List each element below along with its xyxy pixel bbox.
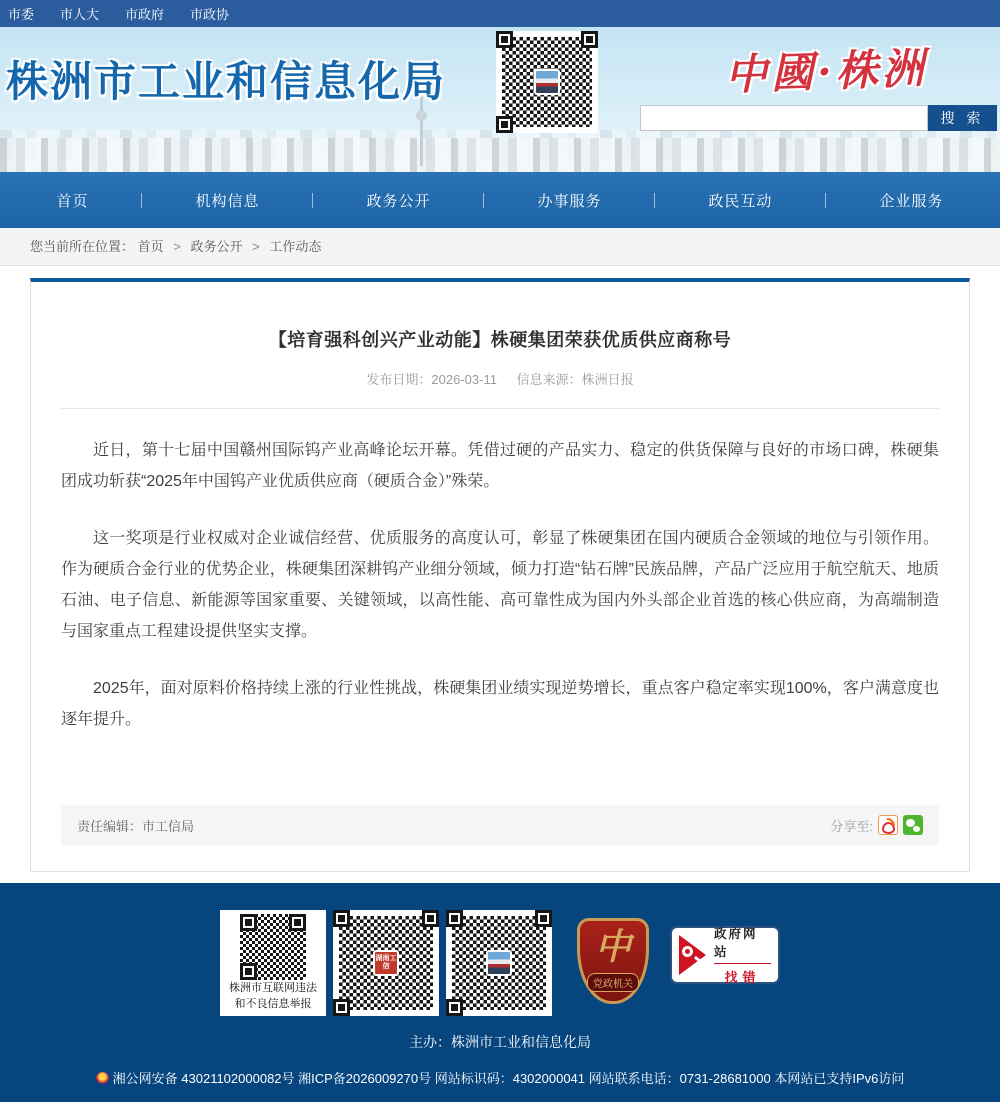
article-paragraph: 这一奖项是行业权威对企业诚信经营、优质服务的高度认可，彰显了株硬集团在国内硬质合金领域的地位与引领作用。作为硬质合金行业的优势企业，株硬集团深耕钨产业细分领域，倾力打造“钻石牌”民族品牌，产品广泛应用于航空航天、地质石油、电子信息、新能源等国家重要、关键领域，以高性能、高可靠性成为国内外头部企业首选的核心供应商，为高端制造与国家重点工程建设提供坚实支撑。 bbox=[61, 530, 939, 640]
breadcrumb: 您当前所在位置： 首页 > 政务公开 > 工作动态 bbox=[0, 228, 1000, 266]
breadcrumb-gov-affairs[interactable]: 政务公开 bbox=[190, 239, 243, 254]
magnifier-icon bbox=[679, 934, 707, 976]
footer-host-line: 主办：株洲市工业和信息化局 bbox=[409, 1034, 591, 1050]
china-zhuzhou-calligraphy: 中國·株洲 bbox=[724, 43, 929, 100]
report-qr-caption: 株洲市互联网违法 bbox=[229, 982, 317, 994]
nav-item-org-info[interactable]: 机构信息 bbox=[195, 192, 260, 210]
wechat-qr-code bbox=[496, 31, 598, 133]
nav-divider bbox=[483, 193, 484, 208]
nav-divider bbox=[654, 193, 655, 208]
nav-divider bbox=[141, 193, 142, 208]
article-paragraph: 2025年，面对原料价格持续上涨的行业性挑战，株硬集团业绩实现逆势增长，重点客户稳定率实现100%，客户满意度也逐年提升。 bbox=[61, 680, 939, 728]
toplink-renda[interactable]: 市人大 bbox=[60, 7, 100, 22]
nav-divider bbox=[825, 193, 826, 208]
wechat-share-icon[interactable] bbox=[903, 815, 923, 835]
train-logo bbox=[534, 69, 560, 95]
toplink-zhengfu[interactable]: 市政府 bbox=[125, 7, 165, 22]
train-logo bbox=[486, 950, 512, 976]
breadcrumb-label: 您当前所在位置： bbox=[30, 239, 135, 254]
nav-divider bbox=[312, 193, 313, 208]
nav-item-enterprise[interactable]: 企业服务 bbox=[879, 192, 944, 210]
report-qr-code bbox=[240, 914, 306, 980]
gov-site-error-report-logo[interactable] bbox=[670, 926, 780, 984]
site-logo-title: 株洲市工业和信息化局 bbox=[6, 58, 447, 105]
site-footer bbox=[0, 883, 1000, 1102]
illegal-report-qr-box: 株洲市互联网违法 和不良信息举报 bbox=[220, 910, 326, 1016]
nav-item-interaction[interactable]: 政民互动 bbox=[708, 192, 773, 210]
share-label: 分享至: bbox=[830, 818, 873, 834]
city-skyline bbox=[0, 138, 1000, 172]
breadcrumb-work-news[interactable]: 工作动态 bbox=[269, 239, 322, 254]
error-logo-title: 政府网站 bbox=[714, 927, 758, 959]
bureau-wechat-qr-code bbox=[446, 910, 552, 1016]
info-source: 信息来源：株洲日报 bbox=[516, 372, 634, 387]
error-logo-action: 找错 bbox=[724, 970, 761, 985]
article-title: 【培育强科创兴产业动能】株硬集团荣获优质供应商称号 bbox=[268, 330, 732, 350]
footer-badges-row bbox=[0, 910, 1000, 1016]
share-row bbox=[830, 815, 923, 835]
content-area bbox=[0, 266, 1000, 872]
toplink-shiwei[interactable]: 市委 bbox=[8, 7, 35, 22]
search-button[interactable]: 搜 索 bbox=[928, 105, 997, 131]
weibo-share-icon[interactable] bbox=[878, 815, 898, 835]
party-gov-badge[interactable] bbox=[577, 918, 649, 1004]
police-badge-icon bbox=[96, 1072, 109, 1085]
article-panel bbox=[30, 278, 970, 872]
article-body bbox=[31, 409, 969, 735]
top-links-bar bbox=[0, 0, 1000, 27]
nav-item-gov-affairs[interactable]: 政务公开 bbox=[366, 192, 431, 210]
footer-record-line bbox=[0, 1068, 1000, 1087]
editor-bar bbox=[61, 805, 939, 845]
party-badge-label: 党政机关 bbox=[587, 973, 639, 992]
breadcrumb-home[interactable]: 首页 bbox=[137, 239, 164, 254]
main-nav bbox=[0, 172, 1000, 228]
article-paragraph: 近日，第十七届中国赣州国际钨产业高峰论坛开幕。凭借过硬的产品实力、稳定的供货保障与良好的市场口碑，株硬集团成功斩获“2025年中国钨产业优质供应商（硬质合金）”殊荣。 bbox=[61, 442, 939, 490]
toplink-zhengxie[interactable]: 市政协 bbox=[190, 7, 230, 22]
site-header bbox=[0, 27, 1000, 172]
search-input[interactable] bbox=[640, 105, 928, 131]
nav-item-services[interactable]: 办事服务 bbox=[537, 192, 602, 210]
editor-credit: 责任编辑：市工信局 bbox=[77, 818, 195, 834]
article-meta bbox=[31, 369, 969, 388]
hunan-gongxin-seal: 湖南工信 bbox=[373, 950, 399, 976]
publish-date: 发布日期：2026-03-11 bbox=[366, 372, 497, 387]
search-bar bbox=[640, 105, 997, 131]
footer-record-text: 湘公网安备 43021102000082号 湘ICP备2026009270号 网站标识码：4302000041 网站联系电话：0731-28681000 本网站已支持IPv6访问 bbox=[112, 1071, 905, 1086]
hunan-gongxin-qr-code bbox=[333, 910, 439, 1016]
nav-item-home[interactable]: 首页 bbox=[56, 192, 89, 210]
party-emblem-icon: 中 bbox=[594, 926, 631, 968]
